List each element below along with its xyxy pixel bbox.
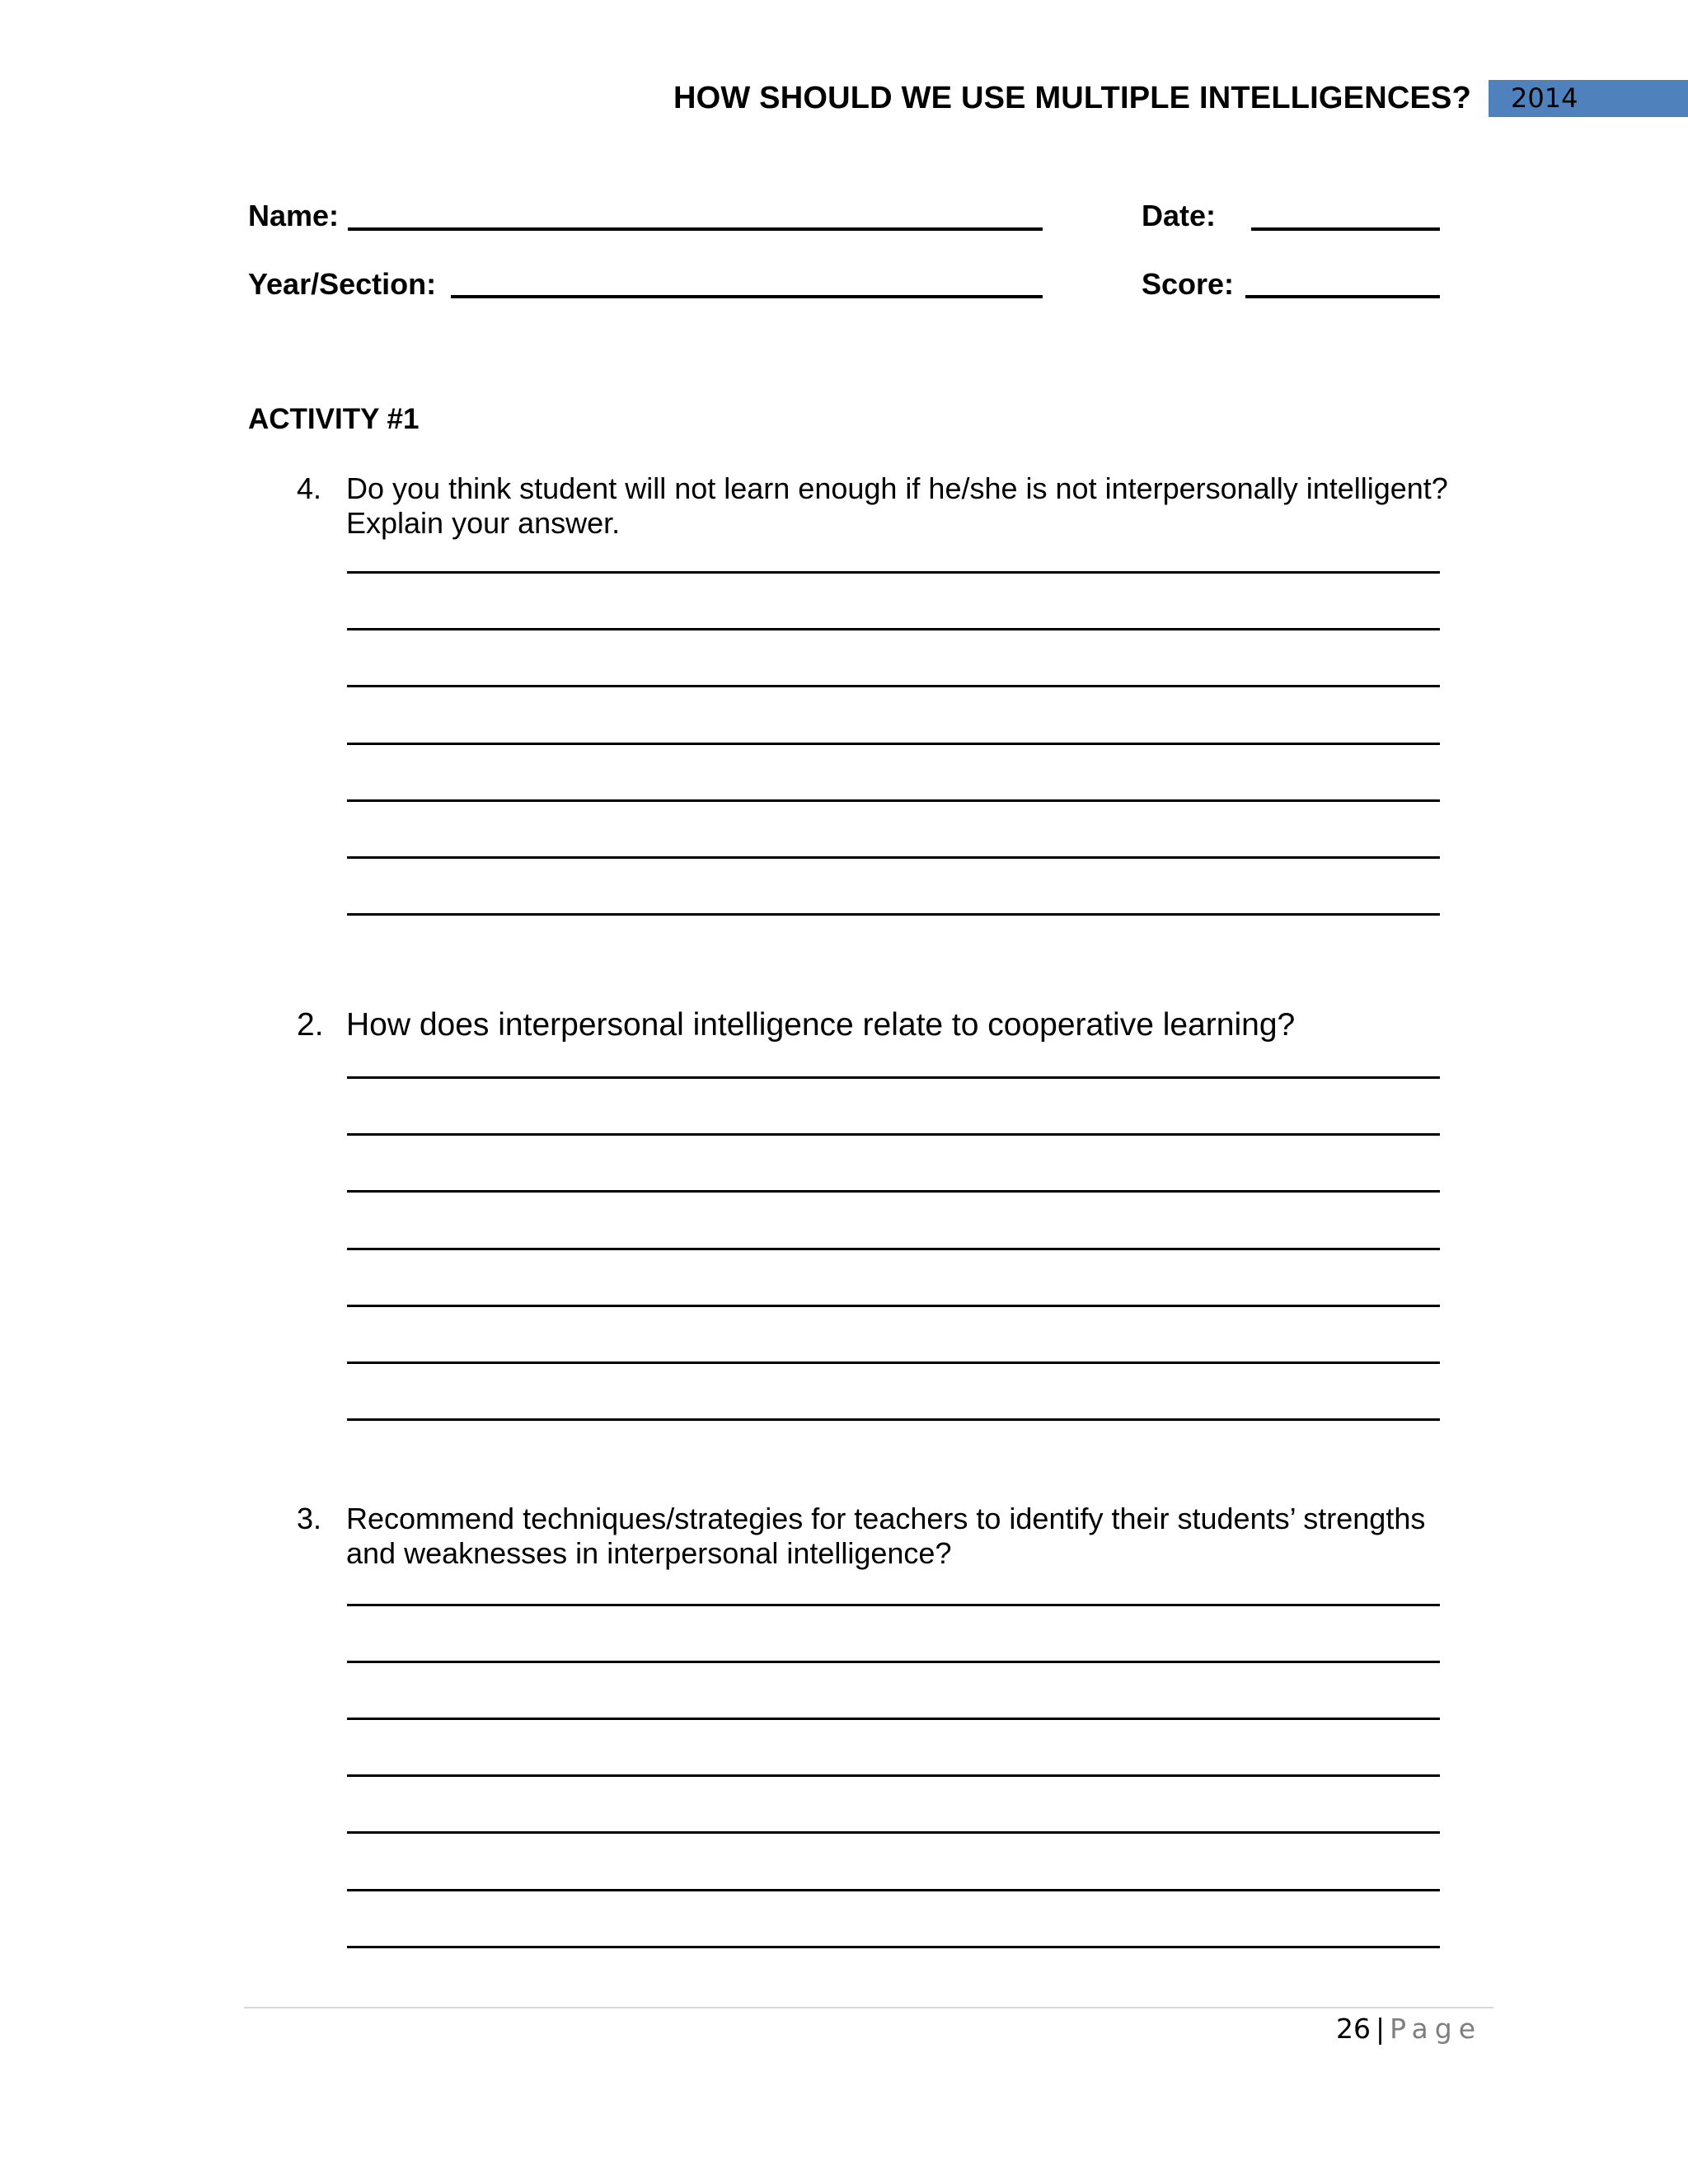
question-text — [346, 471, 1500, 541]
answer-line[interactable] — [347, 799, 1440, 802]
year-section-field[interactable] — [451, 270, 1043, 298]
answer-line[interactable] — [347, 743, 1440, 745]
header-year-badge: 2014 — [1489, 80, 1688, 117]
name-field[interactable] — [348, 203, 1043, 231]
answer-line[interactable] — [347, 1604, 1440, 1606]
answer-line[interactable] — [347, 1718, 1440, 1720]
answer-line[interactable] — [347, 1946, 1440, 1948]
question-text — [346, 1008, 1500, 1043]
question-number: 2. — [297, 1007, 324, 1043]
name-label: Name: — [248, 199, 340, 232]
footer-separator: | — [1375, 2013, 1386, 2045]
question-number: 3. — [297, 1502, 322, 1535]
answer-line[interactable] — [347, 1774, 1440, 1777]
footer-divider — [244, 2007, 1493, 2008]
question-item — [297, 1502, 1500, 1576]
page-word: Page — [1390, 2013, 1482, 2045]
question-line: Do you think student will not learn enough if he/she is not interpersonally intelligent? — [346, 471, 1448, 505]
page-number: 26 — [1335, 2013, 1371, 2045]
page-footer — [1336, 2013, 1482, 2045]
document-header-title: HOW SHOULD WE USE MULTIPLE INTELLIGENCES? — [673, 81, 1471, 115]
question-item — [297, 471, 1500, 546]
answer-line[interactable] — [347, 1418, 1440, 1421]
question-line: Explain your answer. — [346, 506, 621, 540]
question-line: and weaknesses in interpersonal intelligence? — [346, 1536, 952, 1570]
score-field[interactable] — [1245, 270, 1440, 298]
answer-line[interactable] — [347, 913, 1440, 916]
question-line: How does interpersonal intelligence relate to cooperative learning? — [346, 1007, 1296, 1043]
answer-line[interactable] — [347, 1361, 1440, 1364]
answer-line[interactable] — [347, 1889, 1440, 1891]
score-label: Score: — [1142, 267, 1235, 301]
answer-line[interactable] — [347, 1305, 1440, 1307]
question-text — [346, 1502, 1500, 1571]
answer-line[interactable] — [347, 685, 1440, 687]
year-section-label: Year/Section: — [248, 267, 437, 301]
answer-line[interactable] — [347, 856, 1440, 859]
date-field[interactable] — [1251, 203, 1440, 231]
answer-line[interactable] — [347, 1133, 1440, 1136]
answer-line[interactable] — [347, 1248, 1440, 1250]
question-item — [297, 1008, 1500, 1047]
answer-line[interactable] — [347, 1076, 1440, 1079]
question-line: Recommend techniques/strategies for teachers to identify their students’ strengths — [346, 1502, 1426, 1535]
answer-line[interactable] — [347, 628, 1440, 630]
answer-line[interactable] — [347, 1831, 1440, 1834]
date-label: Date: — [1142, 199, 1217, 232]
answer-line[interactable] — [347, 1190, 1440, 1193]
answer-line[interactable] — [347, 1661, 1440, 1663]
activity-title: ACTIVITY #1 — [248, 403, 420, 435]
answer-line[interactable] — [347, 571, 1440, 574]
question-number: 4. — [297, 471, 322, 505]
